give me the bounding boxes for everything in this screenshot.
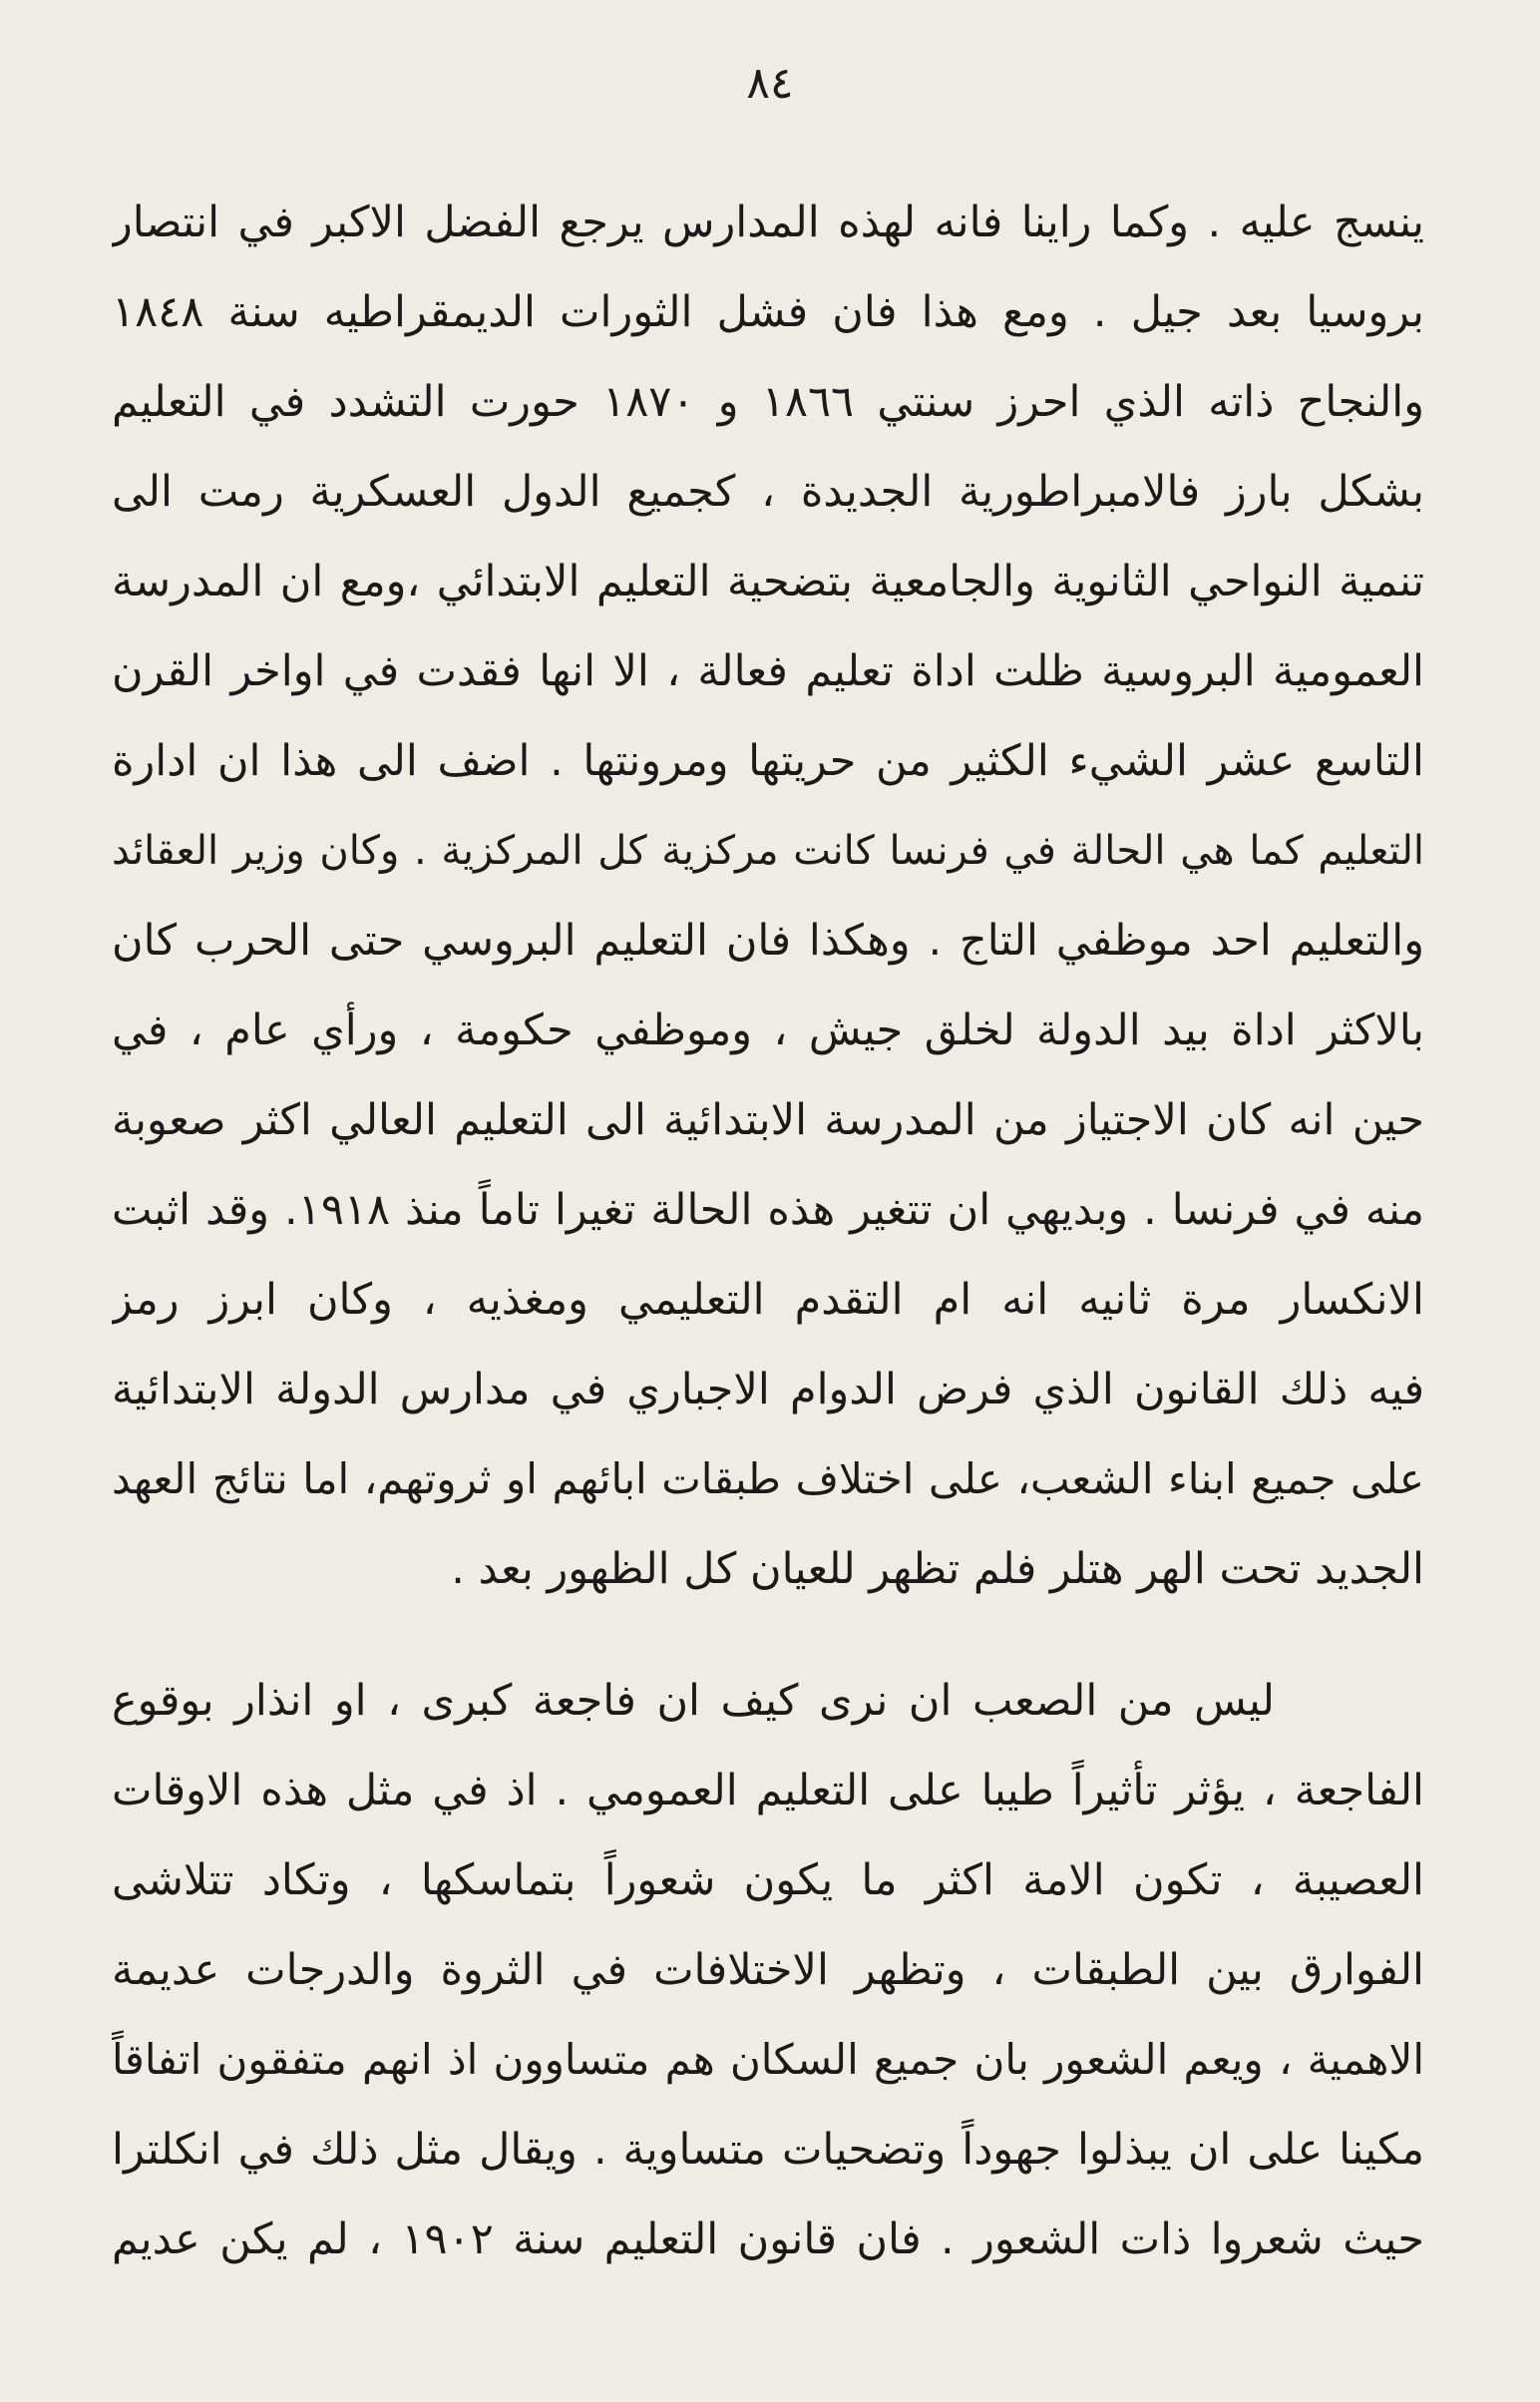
text-line: العمومية البروسية ظلت اداة تعليم فعالة ، الا انها فقدت في اواخر القرن (112, 646, 1424, 696)
text-line: التاسع عشر الشيء الكثير من حريتها ومرونتها . اضف الى هذا ان ادارة (112, 736, 1424, 786)
text-line: ينسج عليه . وكما راينا فانه لهذه المدارس يرجع الفضل الاكبر في انتصار (112, 198, 1424, 247)
text-line: الانكسار مرة ثانيه انه ام التقدم التعليمي ومغذيه ، وكان ابرز رمز (112, 1275, 1424, 1325)
text-line: بشكل بارز فالامبراطورية الجديدة ، كجميع الدول العسكرية رمت الى (112, 467, 1424, 517)
paragraph-2 (112, 1656, 1424, 2284)
text-line: مكينا على ان يبذلوا جهوداً وتضحيات متساوية . ويقال مثل ذلك في انكلترا (112, 2125, 1424, 2175)
page-body (112, 178, 1424, 2284)
text-line: فيه ذلك القانون الذي فرض الدوام الاجباري في مدارس الدولة الابتدائية (112, 1365, 1424, 1414)
text-line: الفاجعة ، يؤثر تأثيراً طيبا على التعليم العمومي . اذ في مثل هذه الاوقات (112, 1766, 1424, 1815)
text-line: ليس من الصعب ان نرى كيف ان فاجعة كبرى ، او انذار بوقوع (112, 1676, 1275, 1726)
text-line: تنمية النواحي الثانوية والجامعية بتضحية التعليم الابتدائي ،ومع ان المدرسة (112, 557, 1424, 606)
text-line: حيث شعروا ذات الشعور . فان قانون التعليم سنة ١٩٠٢ ، لم يكن عديم (112, 2214, 1424, 2264)
page-number: ٨٤ (746, 58, 794, 109)
text-line: على جميع ابناء الشعب، على اختلاف طبقات ابائهم او ثروتهم، اما نتائج العهد (112, 1454, 1424, 1503)
paragraph-gap (112, 1614, 1424, 1656)
text-line: التعليم كما هي الحالة في فرنسا كانت مركزية كل المركزية . وكان وزير العقائد (112, 828, 1424, 874)
text-line: الفوارق بين الطبقات ، وتظهر الاختلافات في الثروة والدرجات عديمة (112, 1945, 1424, 1995)
text-line: بروسيا بعد جيل . ومع هذا فان فشل الثورات الديمقراطيه سنة ١٨٤٨ (112, 287, 1424, 337)
text-line: الاهمية ، ويعم الشعور بان جميع السكان هم متساوون اذ انهم متفقون اتفاقاً (112, 2035, 1424, 2084)
text-line: العصيبة ، تكون الامة اكثر ما يكون شعوراً بتماسكها ، وتكاد تتلاشى (112, 1855, 1424, 1905)
text-line: بالاكثر اداة بيد الدولة لخلق جيش ، وموظفي حكومة ، ورأي عام ، في (112, 1005, 1424, 1055)
text-line: والتعليم احد موظفي التاج . وهكذا فان التعليم البروسي حتى الحرب كان (112, 916, 1424, 966)
text-line: الجديد تحت الهر هتلر فلم تظهر للعيان كل الظهور بعد . (451, 1544, 1424, 1594)
text-line: منه في فرنسا . وبديهي ان تتغير هذه الحالة تغيرا تاماً منذ ١٩١٨. وقد اثبت (112, 1185, 1424, 1235)
paragraph-1 (112, 178, 1424, 1614)
text-line: حين انه كان الاجتياز من المدرسة الابتدائية الى التعليم العالي اكثر صعوبة (112, 1095, 1424, 1145)
text-line: والنجاح ذاته الذي احرز سنتي ١٨٦٦ و ١٨٧٠ حورت التشدد في التعليم (112, 377, 1424, 427)
